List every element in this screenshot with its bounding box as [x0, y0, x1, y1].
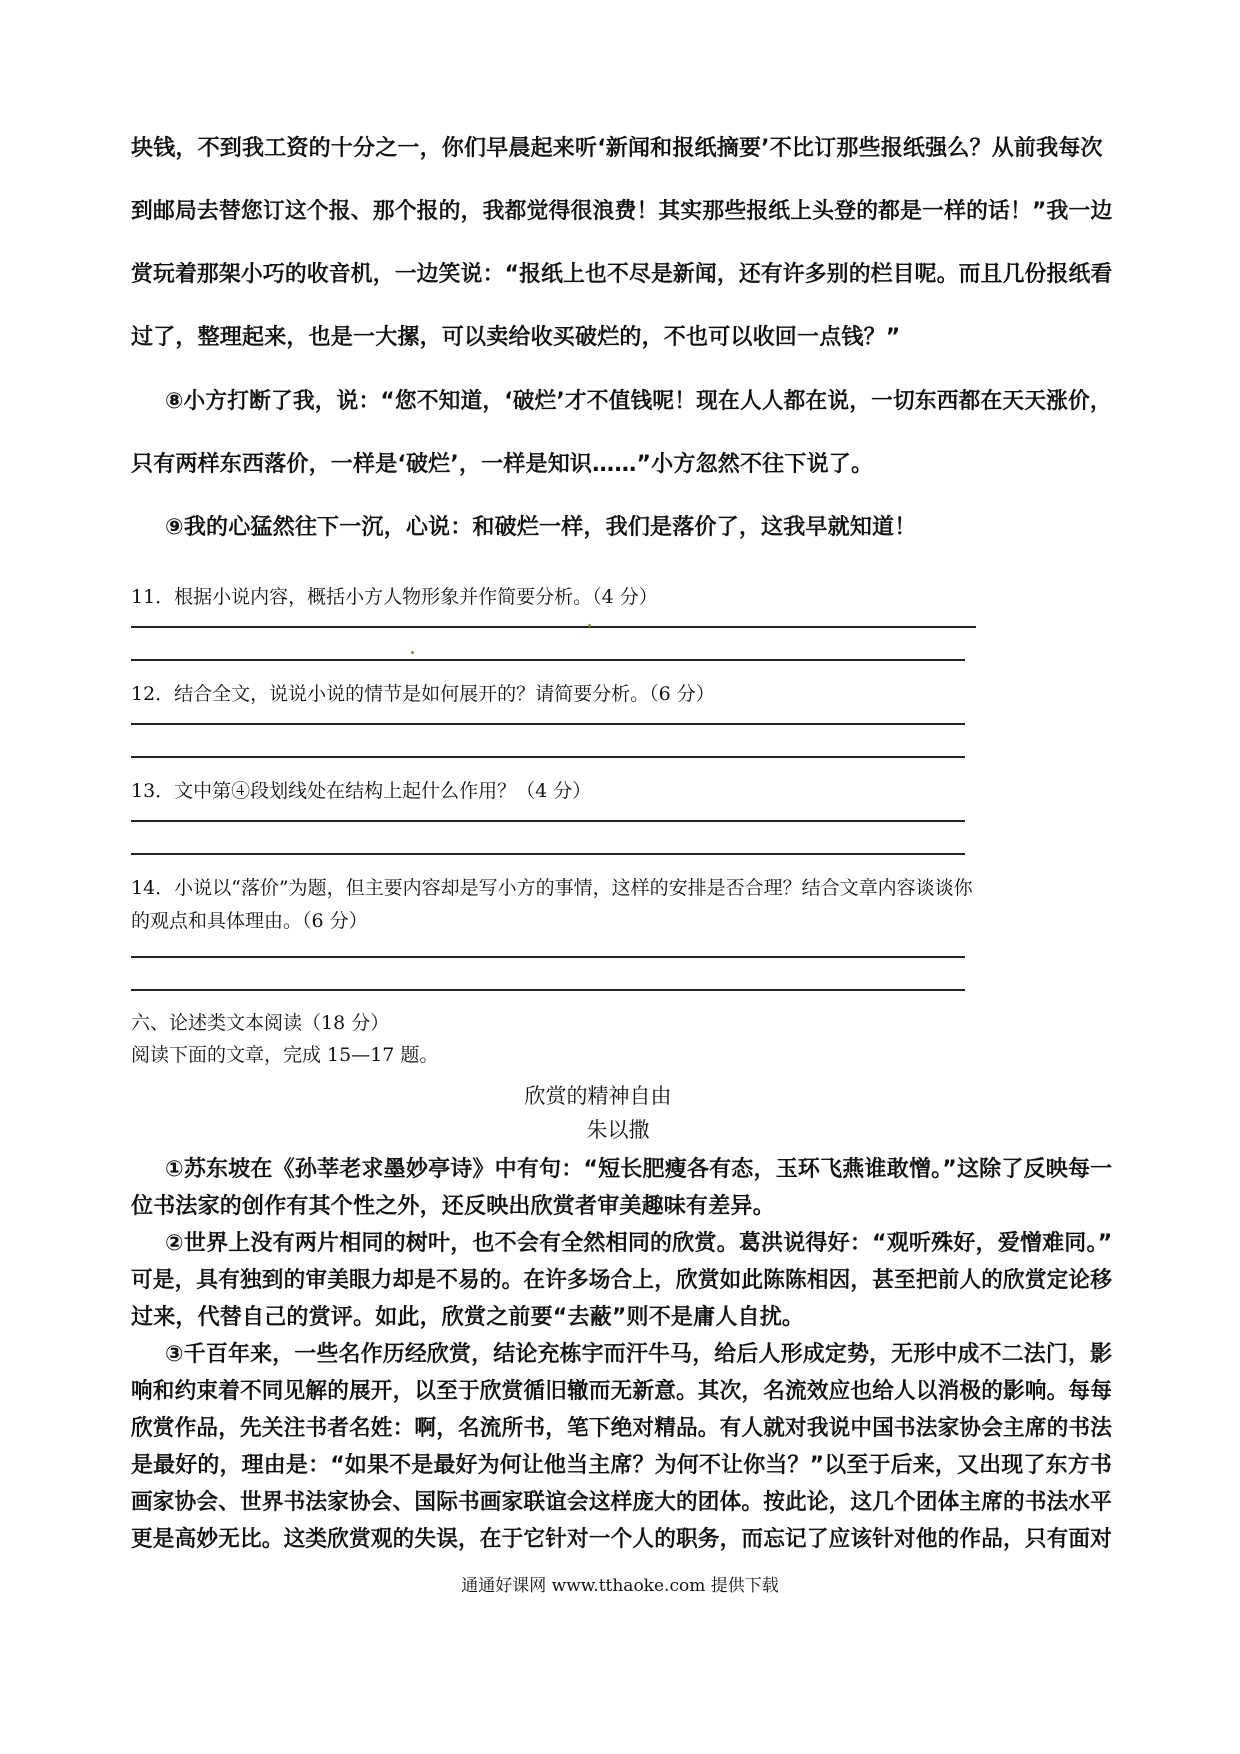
essay-title: 欣赏的精神自由 — [524, 1084, 672, 1108]
essay-author: 朱以撒 — [586, 1118, 650, 1142]
section-instruction: 阅读下面的文章，完成 15—17 题。 — [131, 1044, 439, 1066]
question-13: 13．文中第④段划线处在结构上起什么作用？（4 分） — [131, 780, 592, 802]
question-14-cont: 的观点和具体理由。（6 分） — [131, 910, 368, 932]
essay-paragraph-3: ③千百年来，一些名作历经欣赏，结论充栋宇而汗牛马，给后人形成定势，无形中成不二法门，影 — [165, 1342, 1113, 1367]
answer-line — [131, 723, 965, 725]
essay-line: 位书法家的创作有其个性之外，还反映出欣赏者审美趣味有差异。 — [131, 1194, 775, 1219]
essay-line: 更是高妙无比。这类欣赏观的失误，在于它针对一个人的职务，而忘记了应该针对他的作品，只有面对 — [131, 1527, 1113, 1552]
essay-line: 画家协会、世界书法家协会、国际书画家联谊会这样庞大的团体。按此论，这几个团体主席的书法水平 — [131, 1490, 1113, 1515]
story-line: 只有两样东西落价，一样是‘破烂’，一样是知识……”小方忽然不往下说了。 — [131, 452, 874, 477]
answer-line — [131, 853, 965, 855]
essay-line: 过来，代替自己的赏评。如此，欣赏之前要“去蔽”则不是庸人自扰。 — [131, 1305, 805, 1330]
question-11: 11．根据小说内容，概括小方人物形象并作简要分析。（4 分） — [131, 586, 658, 608]
answer-line — [131, 626, 976, 628]
story-paragraph-9: ⑨我的心猛然往下一沉，心说：和破烂一样，我们是落价了，这我早就知道！ — [165, 515, 917, 540]
essay-paragraph-1: ①苏东坡在《孙莘老求墨妙亭诗》中有句：“短长肥瘦各有态，玉环飞燕谁敢憎。”这除了反映每一 — [165, 1157, 1113, 1182]
story-paragraph-8: ⑧小方打断了我，说：“您不知道，‘破烂’才不值钱呢！现在人人都在说，一切东西都在天天涨价， — [165, 389, 1112, 414]
essay-paragraph-2: ②世界上没有两片相同的树叶，也不会有全然相同的欣赏。葛洪说得好：“观听殊好，爱憎难同。” — [165, 1231, 1113, 1256]
story-line: 块钱，不到我工资的十分之一，你们早晨起来听‘新闻和报纸摘要’不比订那些报纸强么？从前我每次 — [131, 136, 1103, 161]
page-footer: 通通好课网 www.tthaoke.com 提供下载 — [461, 1576, 779, 1596]
answer-line — [131, 989, 965, 991]
section-heading: 六、论述类文本阅读（18 分） — [131, 1012, 390, 1034]
essay-line: 欣赏作品，先关注书者名姓：啊，名流所书，笔下绝对精品。有人就对我说中国书法家协会主席的书法 — [131, 1416, 1113, 1441]
answer-line — [131, 956, 965, 958]
scan-speck — [588, 624, 591, 627]
essay-line: 是最好的，理由是：“如果不是最好为何让他当主席？为何不让你当？”以至于后来，又出现了东方书 — [131, 1453, 1112, 1478]
answer-line — [131, 659, 965, 661]
question-14: 14．小说以“落价”为题，但主要内容却是写小方的事情，这样的安排是否合理？结合文章内容谈谈你 — [131, 877, 973, 899]
answer-line — [131, 756, 965, 758]
scan-speck — [411, 651, 414, 654]
essay-line: 响和约束着不同见解的展开，以至于欣赏循旧辙而无新意。其次，名流效应也给人以消极的影响。每每 — [131, 1379, 1113, 1404]
story-line: 过了，整理起来，也是一大摞，可以卖给收买破烂的，不也可以收回一点钱？” — [131, 325, 901, 350]
answer-line — [131, 820, 965, 822]
question-12: 12．结合全文，说说小说的情节是如何展开的？请简要分析。（6 分） — [131, 683, 715, 705]
essay-line: 可是，具有独到的审美眼力却是不易的。在许多场合上，欣赏如此陈陈相因，甚至把前人的欣赏定论移 — [131, 1268, 1113, 1293]
story-line: 赏玩着那架小巧的收音机，一边笑说：“报纸上也不尽是新闻，还有许多别的栏目呢。而且几份报纸看 — [131, 262, 1113, 287]
story-line: 到邮局去替您订这个报、那个报的，我都觉得很浪费！其实那些报纸上头登的都是一样的话！”我一边 — [131, 199, 1113, 224]
